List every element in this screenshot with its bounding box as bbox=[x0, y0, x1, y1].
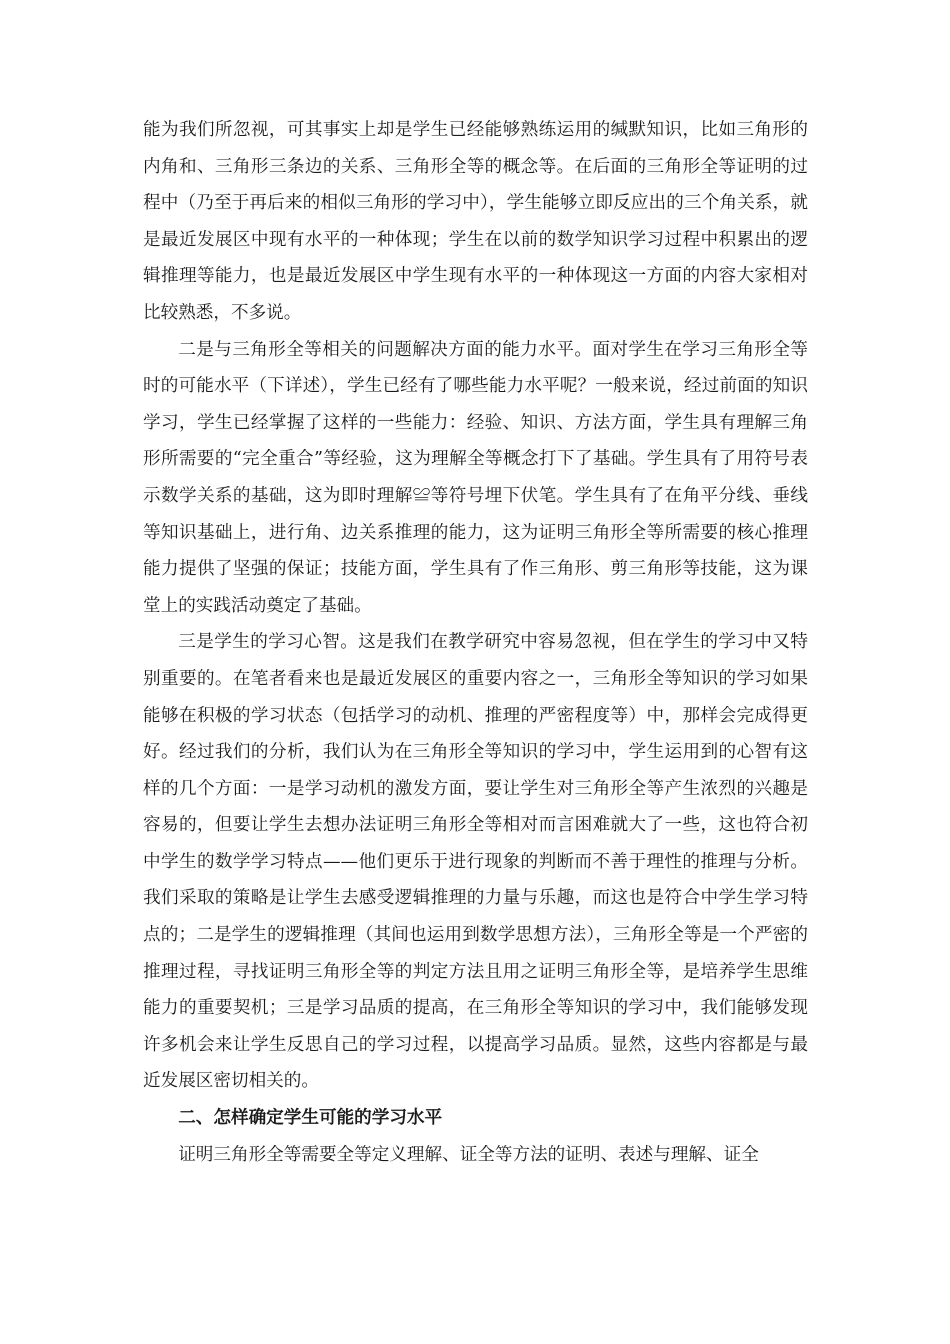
paragraph-4: 证明三角形全等需要全等定义理解、证全等方法的证明、表述与理解、证全 bbox=[178, 1144, 759, 1165]
section-heading: 二、怎样确定学生可能的学习水平 bbox=[178, 1108, 443, 1129]
paragraph-2: 二是与三角形全等相关的问题解决方面的能力水平。面对学生在学习三角形全等时的可能水平（下详述），学生已经有了哪些能力水平呢？一般来说，经过前面的知识学习，学生已经掌握了这样的一些能力：经验、知识、方法方面，学生具有理解三角形所需要的“完全重合”等经验，这为理解全等概念打下了基础。学生具有了用符号表示数学关系的基础，这为即时理解≌等符号埋下伏笔。学生具有了在角平分线、垂线等知识基础上，进行角、边关系推理的能力，这为证明三角形全等所需要的核心推理能力提供了坚强的保证；技能方面，学生具有了作三角形、剪三角形等技能，这为课堂上的实践活动奠定了基础。 bbox=[143, 339, 808, 616]
paragraph-3: 三是学生的学习心智。这是我们在教学研究中容易忽视，但在学生的学习中又特别重要的。在笔者看来也是最近发展区的重要内容之一，三角形全等知识的学习如果能够在积极的学习状态（包括学习的动机、推理的严密程度等）中，那样会完成得更好。经过我们的分析，我们认为在三角形全等知识的学习中，学生运用到的心智有这样的几个方面：一是学习动机的激发方面，要让学生对三角形全等产生浓烈的兴趣是容易的，但要让学生去想办法证明三角形全等相对而言困难就大了一些，这也符合初中学生的数学学习特点——他们更乐于进行现象的判断而不善于理性的推理与分析。我们采取的策略是让学生去感受逻辑推理的力量与乐趣，而这也是符合中学生学习特点的；二是学生的逻辑推理（其间也运用到数学思想方法），三角形全等是一个严密的推理过程，寻找证明三角形全等的判定方法且用之证明三角形全等，是培养学生思维能力的重要契机；三是学习品质的提高，在三角形全等知识的学习中，我们能够发现许多机会来让学生反思自己的学习过程，以提高学习品质。显然，这些内容都是与最近发展区密切相关的。 bbox=[143, 632, 808, 1092]
document-body bbox=[143, 112, 808, 1173]
paragraph-1: 能为我们所忽视，可其事实上却是学生已经能够熟练运用的缄默知识，比如三角形的内角和、三角形三条边的关系、三角形全等的概念等。在后面的三角形全等证明的过程中（乃至于再后来的相似三角形的学习中），学生能够立即反应出的三个角关系，就是最近发展区中现有水平的一种体现；学生在以前的数学知识学习过程中积累出的逻辑推理等能力，也是最近发展区中学生现有水平的一种体现这一方面的内容大家相对比较熟悉，不多说。 bbox=[143, 120, 808, 323]
